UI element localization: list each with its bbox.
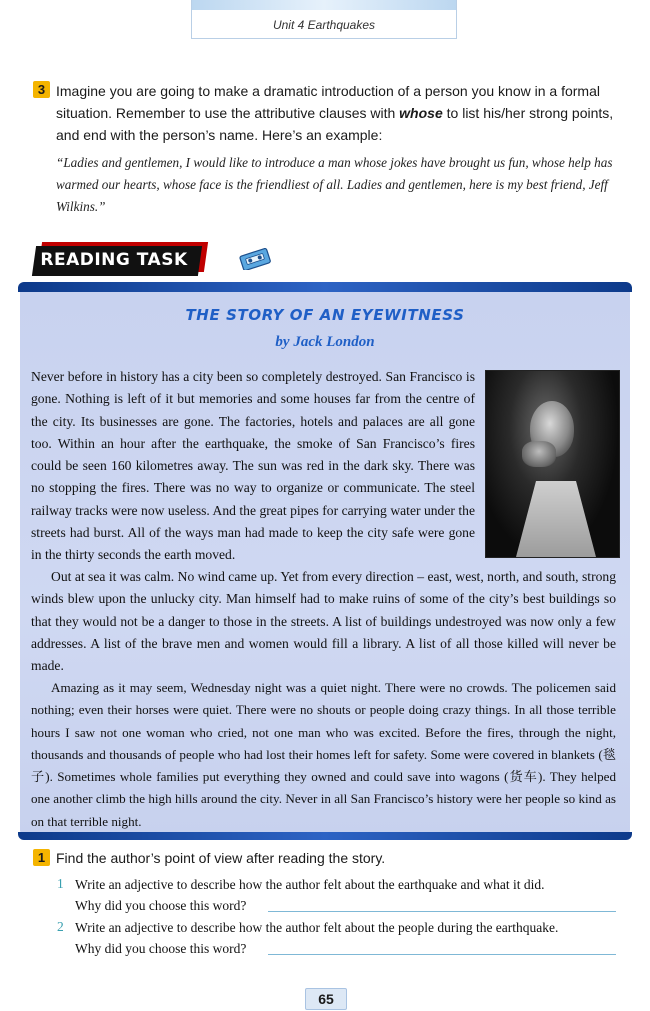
question-1-number: 1 <box>57 876 64 891</box>
exercise-3-text-before: Imagine you are going to make a dramatic introduction of a person you know in a formal situation. Remember to use the attributive clauses with <box>56 83 600 121</box>
unit-header-tab <box>191 0 457 39</box>
exercise-3-number: 3 <box>33 81 50 98</box>
question-2-number: 2 <box>57 919 64 934</box>
exercise-3-text-after: to list his/her strong points, and end with the person’s name. Here’s an example: <box>56 105 614 143</box>
page-number: 65 <box>305 988 347 1010</box>
question-2-answer-line[interactable] <box>268 954 616 955</box>
exercise-1-instructions: Find the author’s point of view after reading the story. <box>56 850 386 866</box>
story-title: THE STORY OF AN EYEWITNESS <box>185 306 465 324</box>
story-author: by Jack London <box>275 334 375 350</box>
question-2-line-2: Why did you choose this word? <box>75 941 247 956</box>
question-2-line-1: Write an adjective to describe how the author felt about the people during the earthquake. <box>75 920 559 935</box>
section-title: READING TASK <box>40 250 188 270</box>
exercise-3-example: “Ladies and gentlemen, I would like to introduce a man whose jokes have brought us fun, whose help has warmed our hearts, whose face is the friendliest of all. Ladies and gentlemen, here is my best friend, Jeff Wilkins.” <box>56 155 613 214</box>
unit-label: Unit 4 Earthquakes <box>272 18 376 32</box>
question-1-line-2: Why did you choose this word? <box>75 898 247 913</box>
exercise-1-number: 1 <box>33 849 50 866</box>
header-decoration <box>192 0 456 10</box>
question-1-answer-line[interactable] <box>268 911 616 912</box>
cassette-tape-icon <box>238 248 272 270</box>
reading-task-banner <box>34 246 206 276</box>
story-paragraph-3: Amazing as it may seem, Wednesday night was a quiet night. There were no crowds. The policemen said nothing; even their horses were quiet. There were no shouts or people doing crazy things. In all those terrible hours I saw not one woman who cried, not one man who was excited. Before the fires, through the night, thousands and thousands of people who had lost their homes left for safety. Some were covered in blankets (毯子). Sometimes whole families put everything they owned and could save into wagons (货车). They helped one another climb the high hills around the city. Never in all San Francisco’s history were her people so kind as on that terrible night. <box>31 680 616 829</box>
story-paragraph-2: Out at sea it was calm. No wind came up. Yet from every direction – east, west, north, and south, strong winds blew upon the unlucky city. Man himself had to make ruins of some of the city’s best buildings so that they would not be a danger to those in the streets. A list of buildings undestroyed was now only a few addresses. A list of the brave men and women would fill a library. A list of all those killed will never be made. <box>31 569 616 674</box>
exercise-3-instructions <box>56 80 622 146</box>
story-paragraph-1: Never before in history has a city been so completely destroyed. San Francisco is gone. Nothing is left of it but memories and some houses far from the centre of the city. Its businesses are gone. The factories, hotels and palaces are all gone too. Within an hour after the earthquake, the smoke of San Francisco’s fires could be seen 160 kilometres away. The sun was red in the dark sky. There was no stopping the fires. There was no way to organize or communicate. The steel railway tracks were now useless. And the great pipes for carrying water under the streets had burst. All of the ways man had made to keep the city safe were gone in the thirty seconds the earth moved. <box>31 369 475 563</box>
author-photo <box>485 370 620 558</box>
question-1-line-1: Write an adjective to describe how the author felt about the earthquake and what it did. <box>75 877 545 892</box>
exercise-3-keyword: whose <box>399 105 443 121</box>
